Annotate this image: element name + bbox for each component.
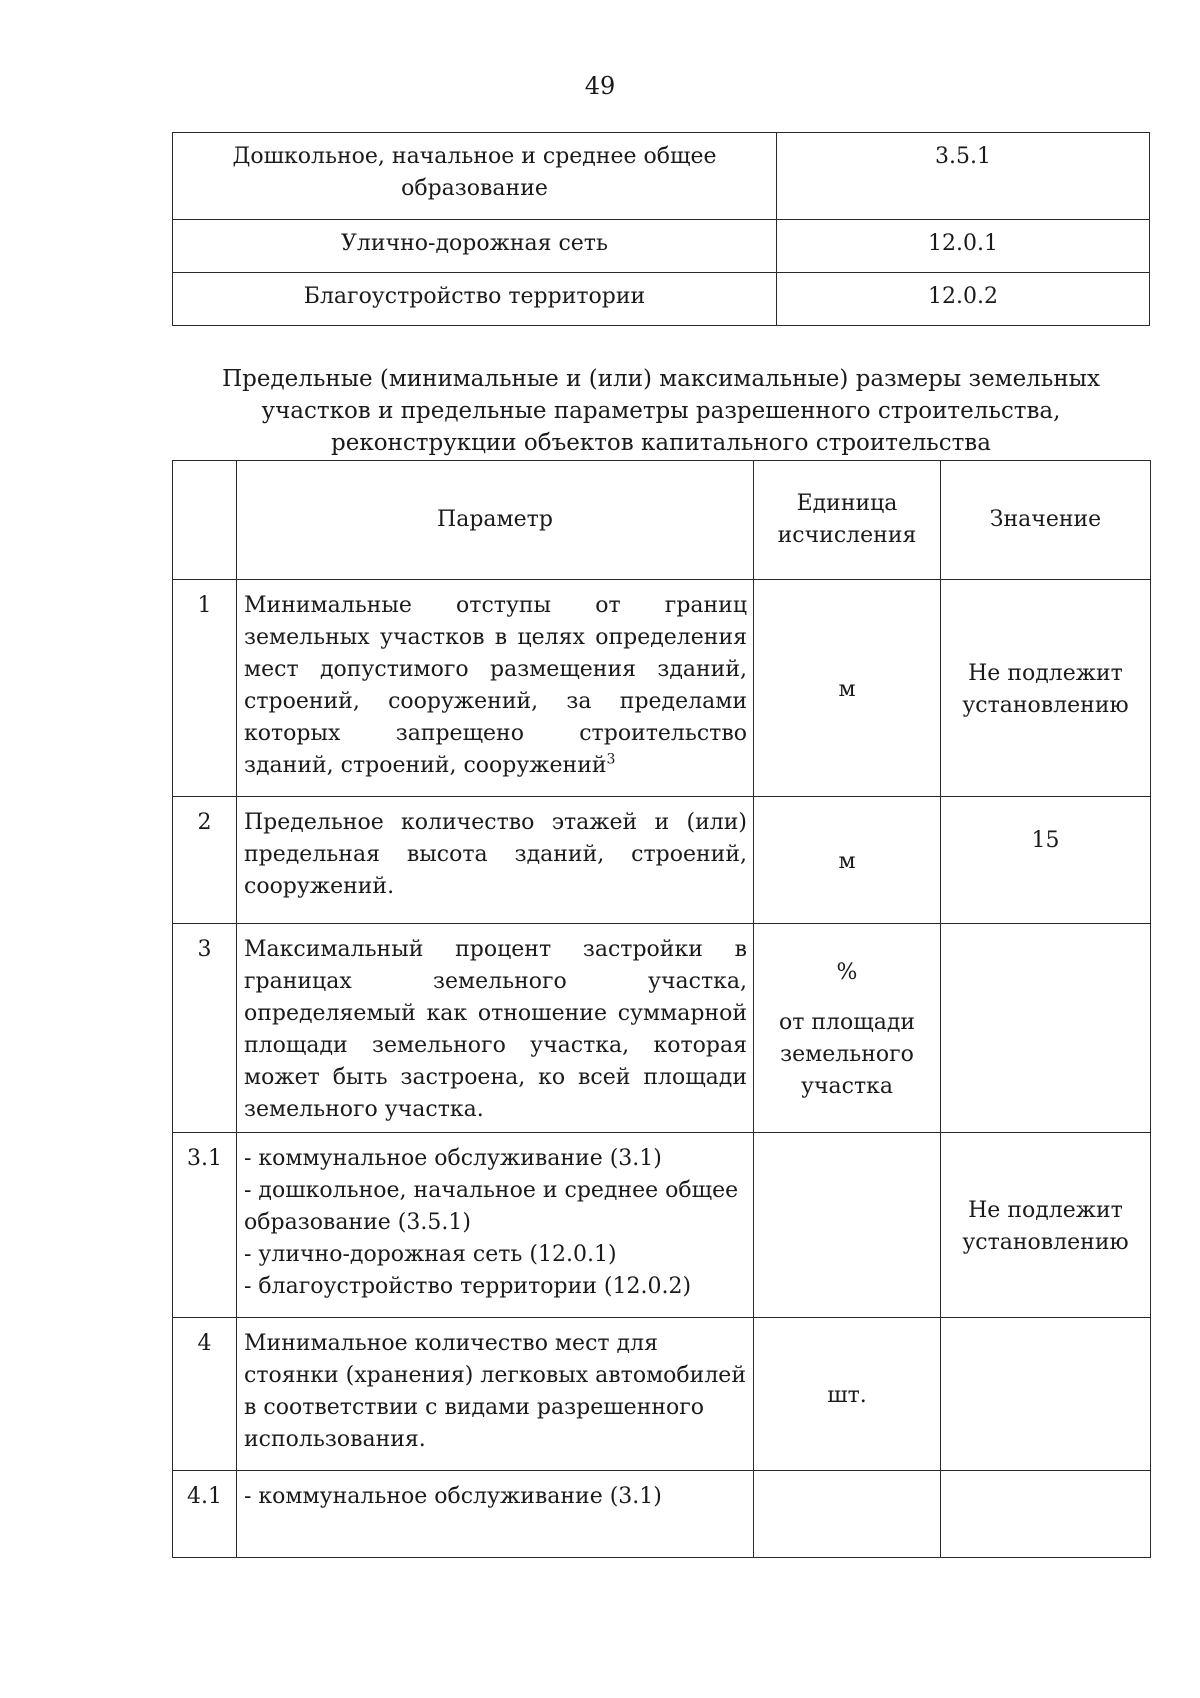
table-row xyxy=(173,273,1150,326)
row-number: 2 xyxy=(173,797,237,924)
row-number: 4.1 xyxy=(173,1471,237,1558)
table-row xyxy=(173,1318,1151,1471)
table-row xyxy=(173,924,1151,1133)
list-item: - дошкольное, начальное и среднее общее образование (3.5.1) xyxy=(244,1178,739,1235)
unit-description: от площади земельного участка xyxy=(778,1010,916,1099)
use-name-cell: Улично-дорожная сеть xyxy=(173,220,777,273)
table-row xyxy=(173,220,1150,273)
use-name-cell: Благоустройство территории xyxy=(173,273,777,326)
value-cell xyxy=(941,924,1151,1133)
parameters-table xyxy=(172,460,1151,1558)
unit-cell: м xyxy=(754,580,941,797)
param-cell: Максимальный процент застройки в границах земельного участка, определяемый как отношение суммарной площади земельного участка, которая может быть застроена, ко всей площади земельного участка. xyxy=(237,924,754,1133)
param-cell: Предельное количество этажей и (или) предельная высота зданий, строений, сооружений. xyxy=(237,797,754,924)
header-param: Параметр xyxy=(237,461,754,580)
param-cell xyxy=(237,1471,754,1558)
page-number: 49 xyxy=(584,72,616,100)
header-value: Значение xyxy=(941,461,1151,580)
param-cell: Минимальное количество мест для стоянки (хранения) легковых автомобилей в соответствии с видами разрешенного использования. xyxy=(237,1318,754,1471)
unit-cell xyxy=(754,1133,941,1318)
row-number: 4 xyxy=(173,1318,237,1471)
section-caption xyxy=(172,363,1150,459)
value-cell: 15 xyxy=(941,797,1151,924)
unit-cell: м xyxy=(754,797,941,924)
param-cell xyxy=(237,1133,754,1318)
row-number: 3.1 xyxy=(173,1133,237,1318)
value-cell xyxy=(941,1318,1151,1471)
param-text: Минимальные отступы от границ земельных участков в целях определения мест допустимого размещения зданий, строений, сооружений, за пределами которых запрещено строительство зданий, строений, сооружений xyxy=(244,593,747,778)
list-item: - коммунальное обслуживание (3.1) xyxy=(244,1484,662,1509)
list-item: - благоустройство территории (12.0.2) xyxy=(244,1274,692,1299)
footnote-marker: 3 xyxy=(606,751,616,768)
land-use-table xyxy=(172,132,1150,326)
table-row xyxy=(173,580,1151,797)
table-row xyxy=(173,797,1151,924)
table-row xyxy=(173,133,1150,220)
unit-cell xyxy=(754,924,941,1133)
value-cell xyxy=(941,1471,1151,1558)
caption-line: Предельные (минимальные и (или) максимальные) размеры земельных xyxy=(222,366,1100,392)
use-code-cell: 12.0.2 xyxy=(777,273,1150,326)
value-cell: Не подлежит установлению xyxy=(941,580,1151,797)
header-num xyxy=(173,461,237,580)
use-name-cell: Дошкольное, начальное и среднее общее образование xyxy=(173,133,777,220)
unit-cell: шт. xyxy=(754,1318,941,1471)
caption-line: реконструкции объектов капитального строительства xyxy=(331,430,991,456)
unit-cell xyxy=(754,1471,941,1558)
caption-line: участков и предельные параметры разрешенного строительства, xyxy=(261,398,1061,424)
row-number: 3 xyxy=(173,924,237,1133)
table-row xyxy=(173,1471,1151,1558)
list-item: - улично-дорожная сеть (12.0.1) xyxy=(244,1242,617,1267)
row-number: 1 xyxy=(173,580,237,797)
unit-spacer xyxy=(760,989,934,1007)
use-code-cell: 3.5.1 xyxy=(777,133,1150,220)
header-row xyxy=(173,461,1151,580)
value-cell: Не подлежит установлению xyxy=(941,1133,1151,1318)
list-item: - коммунальное обслуживание (3.1) xyxy=(244,1146,662,1171)
table-row xyxy=(173,1133,1151,1318)
header-unit: Единица исчисления xyxy=(754,461,941,580)
param-cell xyxy=(237,580,754,797)
use-code-cell: 12.0.1 xyxy=(777,220,1150,273)
unit-symbol: % xyxy=(836,960,858,985)
